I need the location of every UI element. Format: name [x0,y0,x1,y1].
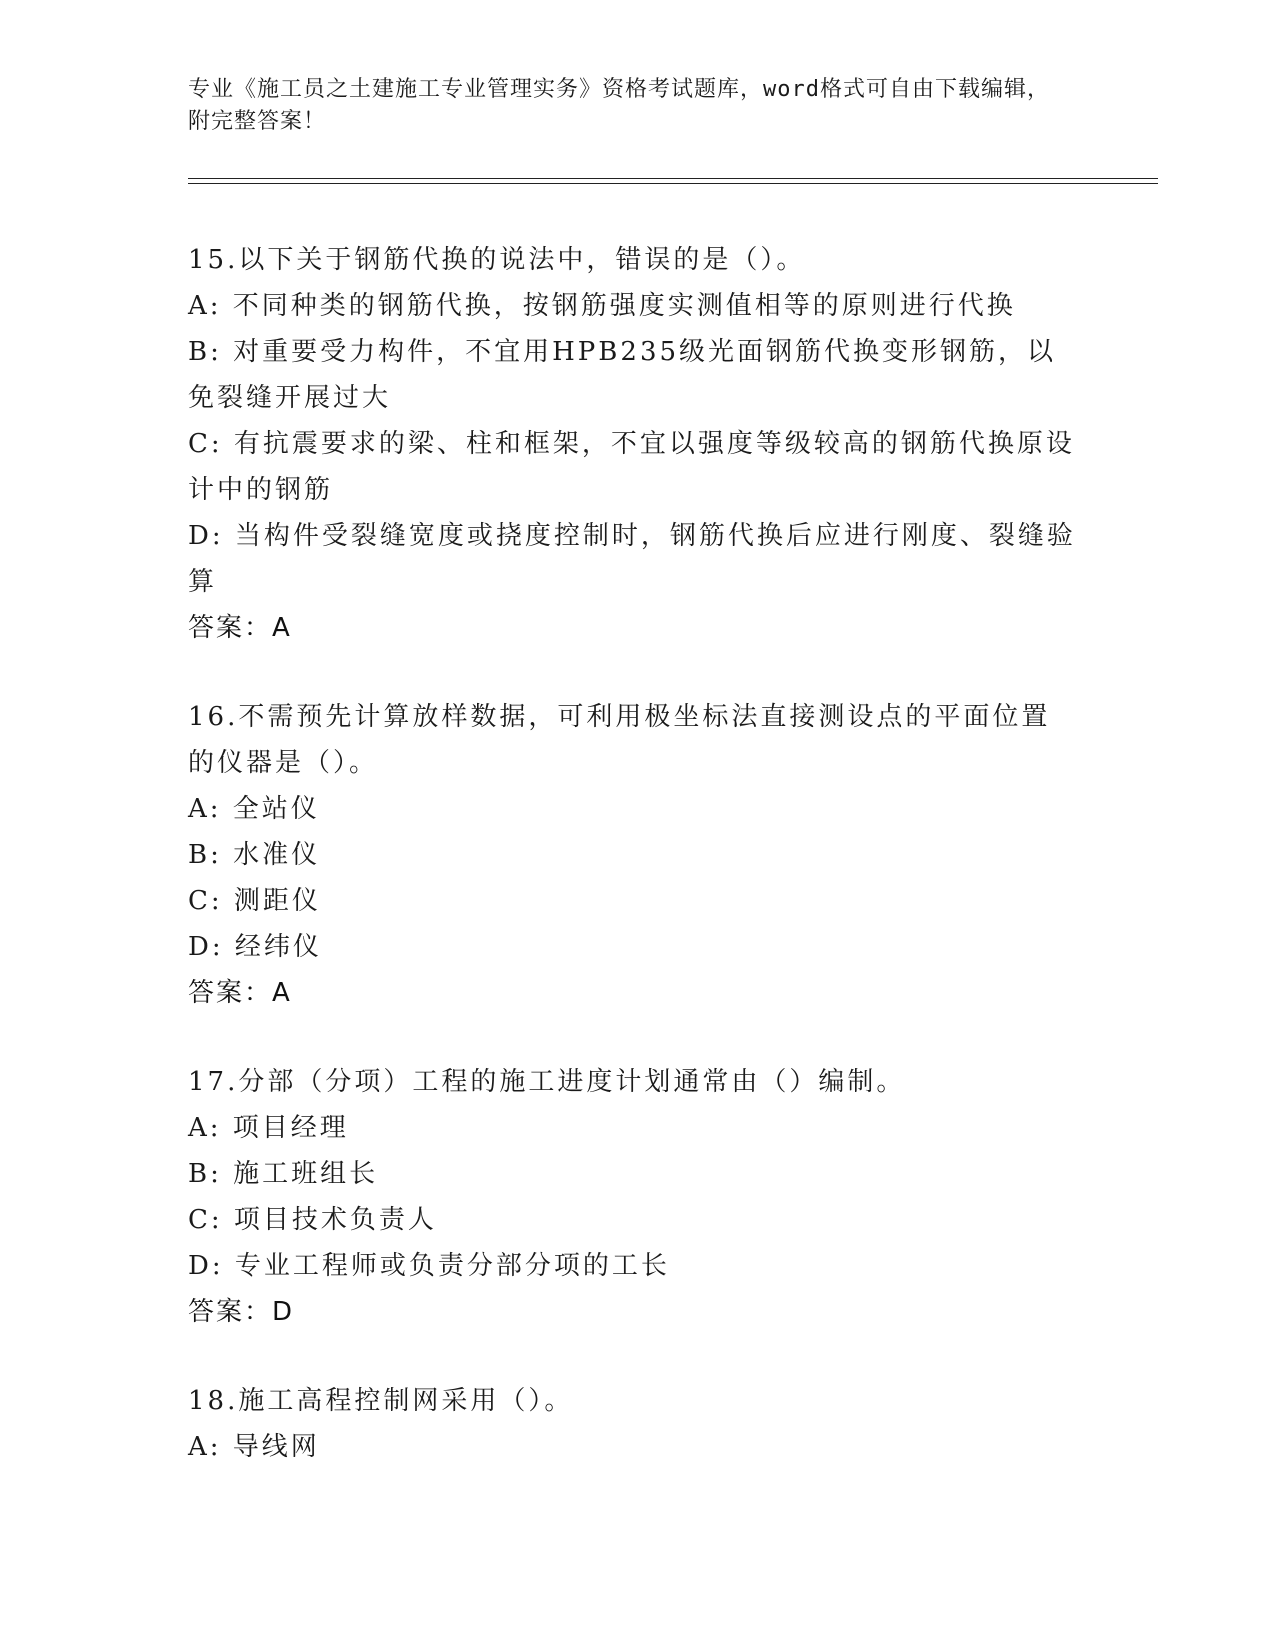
answer-label: 答案：A [188,978,292,1008]
option-a: A: 项目经理 [188,1113,349,1143]
question-stem: 18.施工高程控制网采用（）。 [188,1386,574,1416]
document-header: 专业《施工员之土建施工专业管理实务》资格考试题库，word格式可自由下载编辑，附完整答案！ [188,77,1050,134]
question-16 [188,694,1078,1016]
question-18 [188,1378,1078,1470]
question-list [188,237,1078,1470]
header-rule-top [188,178,1158,179]
option-c: C: 测距仪 [188,886,321,916]
question-spacer [188,651,1078,694]
header-rule-bottom [188,183,1158,184]
option-d: D: 经纬仪 [188,932,322,962]
option-b: B: 对重要受力构件，不宜用HPB235级光面钢筋代换变形钢筋，以免裂缝开展过大 [188,337,1057,413]
option-d: D: 当构件受裂缝宽度或挠度控制时，钢筋代换后应进行刚度、裂缝验算 [188,521,1076,597]
question-17 [188,1059,1078,1335]
option-b: B: 施工班组长 [188,1159,379,1189]
option-a: A: 不同种类的钢筋代换，按钢筋强度实测值相等的原则进行代换 [188,291,1016,321]
option-c: C: 有抗震要求的梁、柱和框架，不宜以强度等级较高的钢筋代换原设计中的钢筋 [188,429,1075,505]
option-c: C: 项目技术负责人 [188,1205,437,1235]
option-d: D: 专业工程师或负责分部分项的工长 [188,1251,670,1281]
question-15 [188,237,1078,651]
answer-label: 答案：A [188,613,292,643]
question-stem: 17.分部（分项）工程的施工进度计划通常由（）编制。 [188,1067,906,1097]
question-spacer [188,1016,1078,1059]
question-stem: 16.不需预先计算放样数据，可利用极坐标法直接测设点的平面位置的仪器是（）。 [188,702,1051,778]
option-a: A: 全站仪 [188,794,320,824]
question-spacer [188,1335,1078,1378]
option-b: B: 水准仪 [188,840,321,870]
question-stem: 15.以下关于钢筋代换的说法中，错误的是（）。 [188,245,806,275]
answer-label: 答案：D [188,1297,295,1327]
option-a: A: 导线网 [188,1432,320,1462]
